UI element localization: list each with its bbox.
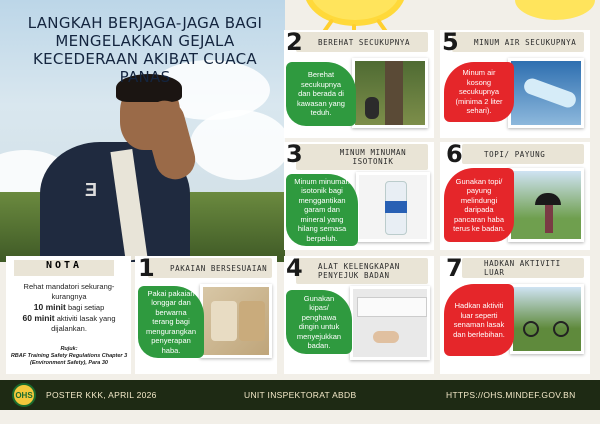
umbrella-photo [508,168,584,242]
step-6-header: TOPI/ PAYUNG [462,144,584,164]
step-7-header: HADKAN AKTIVITI LUAR [462,258,584,278]
isotonic-bottle-photo [356,172,430,242]
step-3-text: Minum minuman isotonik bagi menggantikan garam dan mineral yang hilang semasa berpeluh. [286,174,358,246]
hero-photo: Ǝ [0,0,285,262]
ohs-logo: OHS [12,383,36,407]
rujuk-reference: Rujuk: RBAF Training Safety Regulations Chapter 3 (Environment Safety), Para 30 [10,346,128,366]
aircon-photo [350,286,430,360]
step-2-number: 2 [286,28,303,56]
cyclists-photo [510,284,584,354]
rest-photo [352,58,428,128]
water-bottle-photo [508,58,584,128]
step-3-header: MINUM MINUMAN ISOTONIK [296,144,428,170]
step-7-text: Hadkan aktiviti luar seperti senaman lasak dan berlebihan. [444,284,514,356]
footer-bar [0,380,600,410]
nota-text: Rehat mandatori sekurang-kurangnya 10 minit bagi setiap 60 minit aktiviti lasak yang dijalankan. [22,282,116,333]
sun-icon [310,0,400,20]
poster-title: LANGKAH BERJAGA-JAGA BAGI MENGELAKKAN GEJALA KECEDERAAN AKIBAT CUACA PANAS [27,14,263,86]
step-6-text: Gunakan topi/ payung melindungi daripada pancaran haba terus ke badan. [444,168,514,242]
step-3-number: 3 [286,140,303,168]
sun-icon-2 [515,0,595,20]
step-6-number: 6 [446,140,463,168]
step-1-number: 1 [138,254,155,282]
footer-left: POSTER KKK, APRIL 2026 [46,390,157,400]
step-5-text: Minum air kosong secukupnya (minima 2 liter sehari). [444,62,514,122]
step-4-header: ALAT KELENGKAPAN PENYEJUK BADAN [296,258,428,284]
step-5-number: 5 [442,28,459,56]
step-5-header: MINUM AIR SECUKUPNYA [452,32,584,52]
step-1-header: PAKAIAN BERSESUAIAN [148,258,272,278]
step-4-text: Gunakan kipas/ penghawa dingin untuk menyejukkan badan. [286,290,352,354]
step-2-header: BEREHAT SECUKUPNYA [296,32,428,52]
footer-url[interactable]: HTTPS://OHS.MINDEF.GOV.BN [446,390,576,400]
step-1-text: Pakai pakaian longgar dan berwarna terang bagi mengurangkan penyerapan haba. [138,286,204,358]
shirts-photo [200,284,272,358]
step-2-text: Berehat secukupnya dan berada di kawasan yang teduh. [286,62,356,126]
footer-center: UNIT INSPEKTORAT ABDB [244,390,357,400]
nota-heading: NOTA [14,260,114,276]
step-4-number: 4 [286,254,303,282]
step-7-number: 7 [446,254,463,282]
